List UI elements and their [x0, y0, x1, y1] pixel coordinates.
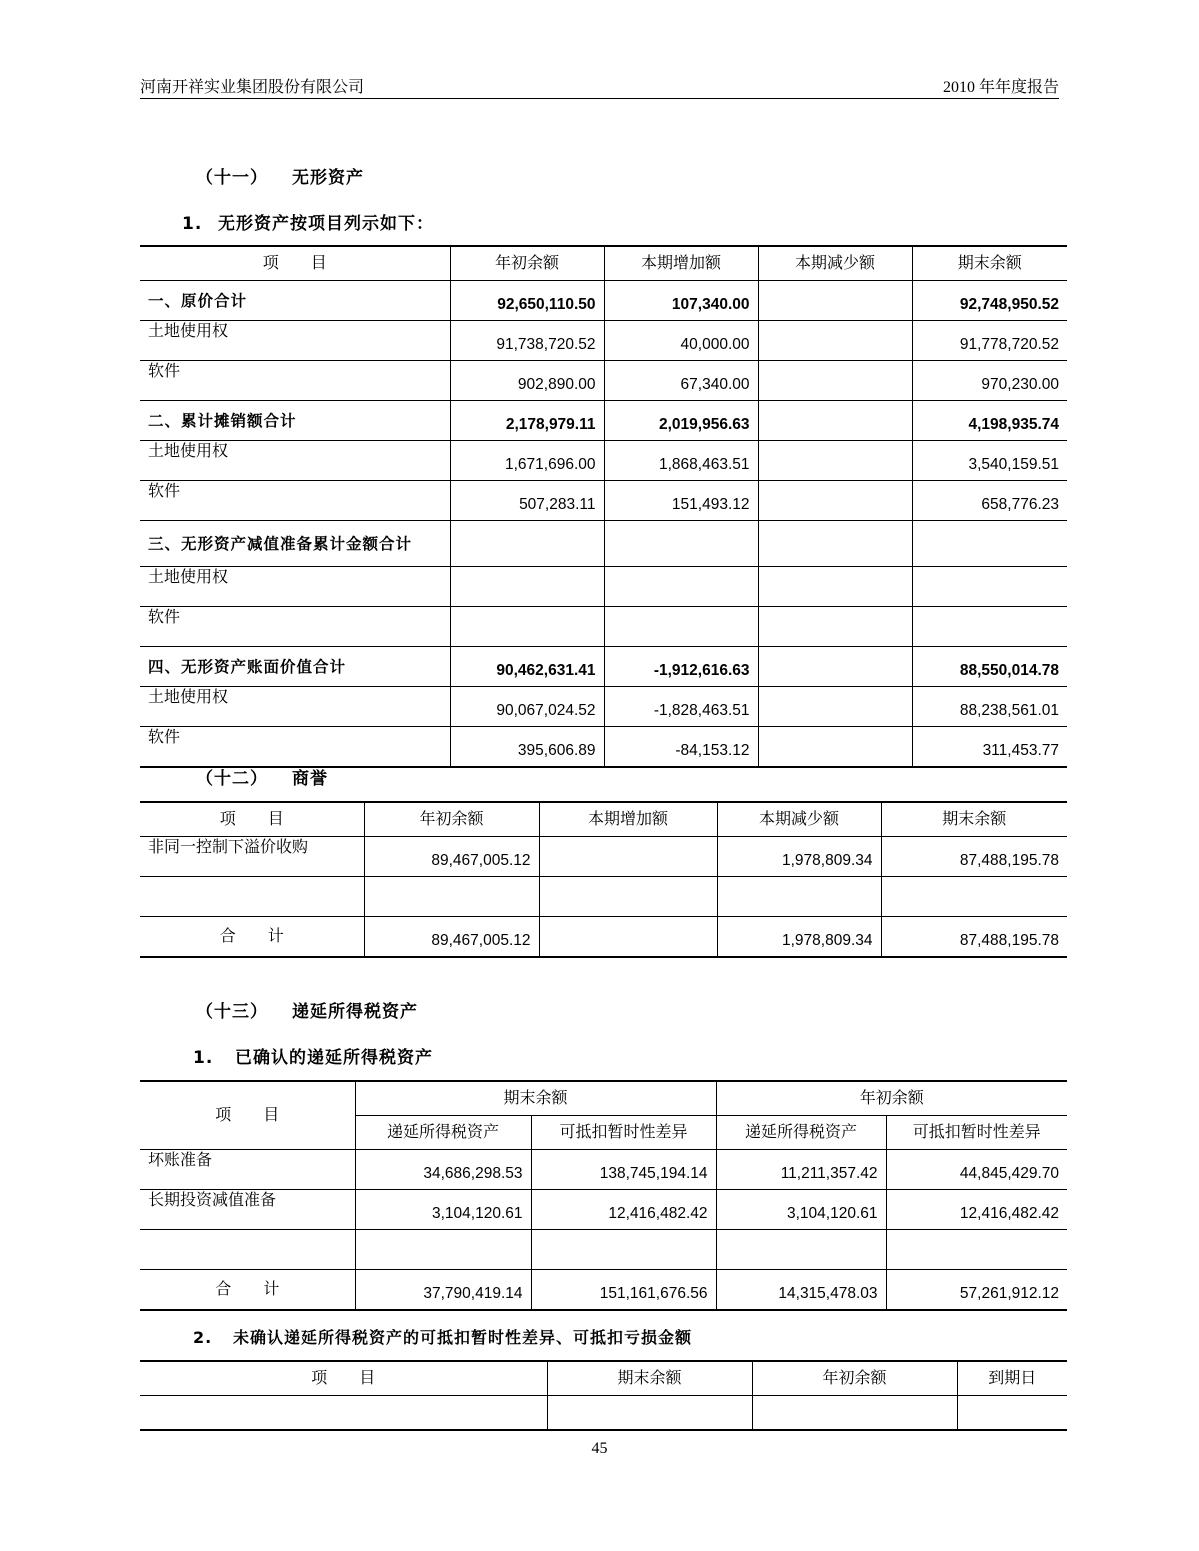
cell: 3,104,120.61 [716, 1190, 886, 1230]
cell: -1,828,463.51 [604, 687, 758, 727]
intangible-assets-table [140, 245, 1067, 768]
cell [758, 647, 912, 687]
unrecognized-dta-table [140, 1360, 1067, 1431]
row-label: 长期投资减值准备 [140, 1190, 355, 1230]
cell: 89,467,005.12 [364, 917, 539, 958]
cell [450, 521, 604, 567]
column-header: 年初余额 [364, 802, 539, 837]
table-row [140, 1396, 1067, 1431]
cell: 12,416,482.42 [531, 1190, 716, 1230]
row-label: 土地使用权 [140, 687, 450, 727]
row-label: 土地使用权 [140, 567, 450, 607]
cell: 87,488,195.78 [881, 917, 1067, 958]
section-13-subheading-1 [193, 1043, 433, 1068]
cell: 1,978,809.34 [717, 837, 881, 877]
cell [450, 607, 604, 647]
table-row [140, 1190, 1067, 1230]
cell [716, 1230, 886, 1270]
cell: 91,738,720.52 [450, 321, 604, 361]
table-row [140, 647, 1067, 687]
section-title: 商誉 [292, 769, 328, 789]
cell: 3,104,120.61 [355, 1190, 531, 1230]
column-header: 本期增加额 [604, 246, 758, 281]
column-header: 项 目 [140, 1361, 547, 1396]
table-header-row [140, 1361, 1067, 1396]
table-header-row [140, 802, 1067, 837]
row-label: 一、原价合计 [140, 281, 450, 321]
cell: 970,230.00 [912, 361, 1067, 401]
cell [355, 1230, 531, 1270]
cell: 57,261,912.12 [886, 1270, 1067, 1311]
page-number: 45 [591, 1440, 608, 1457]
row-label: 软件 [140, 727, 450, 768]
cell [531, 1230, 716, 1270]
cell: 1,868,463.51 [604, 441, 758, 481]
cell [881, 877, 1067, 917]
table-header-row [140, 1081, 1067, 1116]
section-title: 递延所得税资产 [292, 1002, 418, 1022]
row-label: 三、无形资产减值准备累计金额合计 [140, 521, 450, 567]
total-label: 合 计 [140, 917, 364, 958]
table-row [140, 727, 1067, 768]
table-row [140, 441, 1067, 481]
cell: 90,067,024.52 [450, 687, 604, 727]
table-row [140, 1230, 1067, 1270]
cell [547, 1396, 752, 1431]
cell [758, 281, 912, 321]
row-label: 非同一控制下溢价收购 [140, 837, 364, 877]
section-number: （十二） [196, 769, 268, 789]
cell: 12,416,482.42 [886, 1190, 1067, 1230]
column-header: 期末余额 [547, 1361, 752, 1396]
cell: 44,845,429.70 [886, 1150, 1067, 1190]
cell: 88,238,561.01 [912, 687, 1067, 727]
cell [364, 877, 539, 917]
cell [604, 521, 758, 567]
column-header: 本期增加额 [539, 802, 717, 837]
cell: 902,890.00 [450, 361, 604, 401]
cell: 151,493.12 [604, 481, 758, 521]
table-row [140, 1270, 1067, 1311]
cell: 37,790,419.14 [355, 1270, 531, 1311]
cell: -84,153.12 [604, 727, 758, 768]
table-row [140, 687, 1067, 727]
row-label: 软件 [140, 607, 450, 647]
total-label: 合 计 [140, 1270, 355, 1311]
section-title: 无形资产 [292, 168, 364, 188]
cell: 507,283.11 [450, 481, 604, 521]
cell: 92,650,110.50 [450, 281, 604, 321]
cell: 138,745,194.14 [531, 1150, 716, 1190]
cell [758, 567, 912, 607]
table-row [140, 877, 1067, 917]
cell: 34,686,298.53 [355, 1150, 531, 1190]
row-label: 土地使用权 [140, 321, 450, 361]
cell: 67,340.00 [604, 361, 758, 401]
subsection-title: 未确认递延所得税资产的可抵扣暂时性差异、可抵扣亏损金额 [233, 1328, 693, 1347]
cell [758, 687, 912, 727]
table-header-row [140, 246, 1067, 281]
row-label: 坏账准备 [140, 1150, 355, 1190]
cell: 658,776.23 [912, 481, 1067, 521]
cell: 151,161,676.56 [531, 1270, 716, 1311]
cell [758, 727, 912, 768]
cell [539, 877, 717, 917]
report-title: 2010 年年度报告 [942, 79, 1059, 96]
cell: 87,488,195.78 [881, 837, 1067, 877]
row-label: 软件 [140, 361, 450, 401]
cell [758, 321, 912, 361]
column-header: 项 目 [140, 246, 450, 281]
cell: 40,000.00 [604, 321, 758, 361]
subsection-number: 1. [182, 214, 203, 234]
cell: 88,550,014.78 [912, 647, 1067, 687]
deferred-tax-assets-table [140, 1080, 1067, 1311]
column-header: 可抵扣暂时性差异 [886, 1116, 1067, 1150]
cell [886, 1230, 1067, 1270]
cell [912, 607, 1067, 647]
column-header: 本期减少额 [717, 802, 881, 837]
cell [717, 877, 881, 917]
goodwill-table [140, 801, 1067, 958]
column-header: 可抵扣暂时性差异 [531, 1116, 716, 1150]
cell: 1,671,696.00 [450, 441, 604, 481]
section-number: （十一） [196, 168, 268, 188]
table-row [140, 917, 1067, 958]
section-number: （十三） [196, 1002, 268, 1022]
table-row [140, 521, 1067, 567]
cell [758, 441, 912, 481]
cell: 4,198,935.74 [912, 401, 1067, 441]
cell: 14,315,478.03 [716, 1270, 886, 1311]
section-13-heading [196, 997, 418, 1022]
row-label: 软件 [140, 481, 450, 521]
cell [758, 361, 912, 401]
page-header [140, 72, 1059, 99]
cell: 311,453.77 [912, 727, 1067, 768]
column-header: 项 目 [140, 1081, 355, 1150]
cell [604, 567, 758, 607]
cell: 107,340.00 [604, 281, 758, 321]
company-name: 河南开祥实业集团股份有限公司 [140, 79, 365, 96]
table-row [140, 1150, 1067, 1190]
subsection-number: 2. [193, 1328, 213, 1347]
column-header: 递延所得税资产 [716, 1116, 886, 1150]
column-header: 期末余额 [912, 246, 1067, 281]
cell: 92,748,950.52 [912, 281, 1067, 321]
table-row [140, 281, 1067, 321]
column-header: 年初余额 [450, 246, 604, 281]
table-row [140, 567, 1067, 607]
table-row [140, 481, 1067, 521]
column-header: 项 目 [140, 802, 364, 837]
cell: 89,467,005.12 [364, 837, 539, 877]
cell [912, 567, 1067, 607]
cell: 91,778,720.52 [912, 321, 1067, 361]
cell [539, 837, 717, 877]
cell: 90,462,631.41 [450, 647, 604, 687]
cell [912, 521, 1067, 567]
column-header: 到期日 [957, 1361, 1067, 1396]
column-group-header: 期末余额 [355, 1081, 716, 1116]
row-label [140, 1230, 355, 1270]
section-11-heading [196, 163, 364, 188]
cell [140, 1396, 547, 1431]
cell: -1,912,616.63 [604, 647, 758, 687]
row-label [140, 877, 364, 917]
cell: 1,978,809.34 [717, 917, 881, 958]
row-label: 土地使用权 [140, 441, 450, 481]
row-label: 四、无形资产账面价值合计 [140, 647, 450, 687]
cell: 3,540,159.51 [912, 441, 1067, 481]
cell [450, 567, 604, 607]
table-row [140, 401, 1067, 441]
cell: 11,211,357.42 [716, 1150, 886, 1190]
cell [758, 607, 912, 647]
subsection-title: 已确认的递延所得税资产 [235, 1048, 433, 1068]
table-row [140, 361, 1067, 401]
column-header: 递延所得税资产 [355, 1116, 531, 1150]
row-label: 二、累计摊销额合计 [140, 401, 450, 441]
subsection-title: 无形资产按项目列示如下： [218, 214, 434, 234]
column-header: 本期减少额 [758, 246, 912, 281]
table-row [140, 321, 1067, 361]
cell [957, 1396, 1067, 1431]
cell: 2,019,956.63 [604, 401, 758, 441]
column-header: 年初余额 [752, 1361, 957, 1396]
cell: 2,178,979.11 [450, 401, 604, 441]
subsection-number: 1. [193, 1048, 214, 1068]
section-11-subheading [182, 209, 434, 234]
section-12-heading [196, 764, 328, 789]
cell [539, 917, 717, 958]
table-row [140, 607, 1067, 647]
section-13-subheading-2 [193, 1325, 692, 1348]
table-row [140, 837, 1067, 877]
cell [604, 607, 758, 647]
column-header: 期末余额 [881, 802, 1067, 837]
column-group-header: 年初余额 [716, 1081, 1067, 1116]
cell [758, 401, 912, 441]
cell [752, 1396, 957, 1431]
cell [758, 521, 912, 567]
cell [758, 481, 912, 521]
cell: 395,606.89 [450, 727, 604, 768]
